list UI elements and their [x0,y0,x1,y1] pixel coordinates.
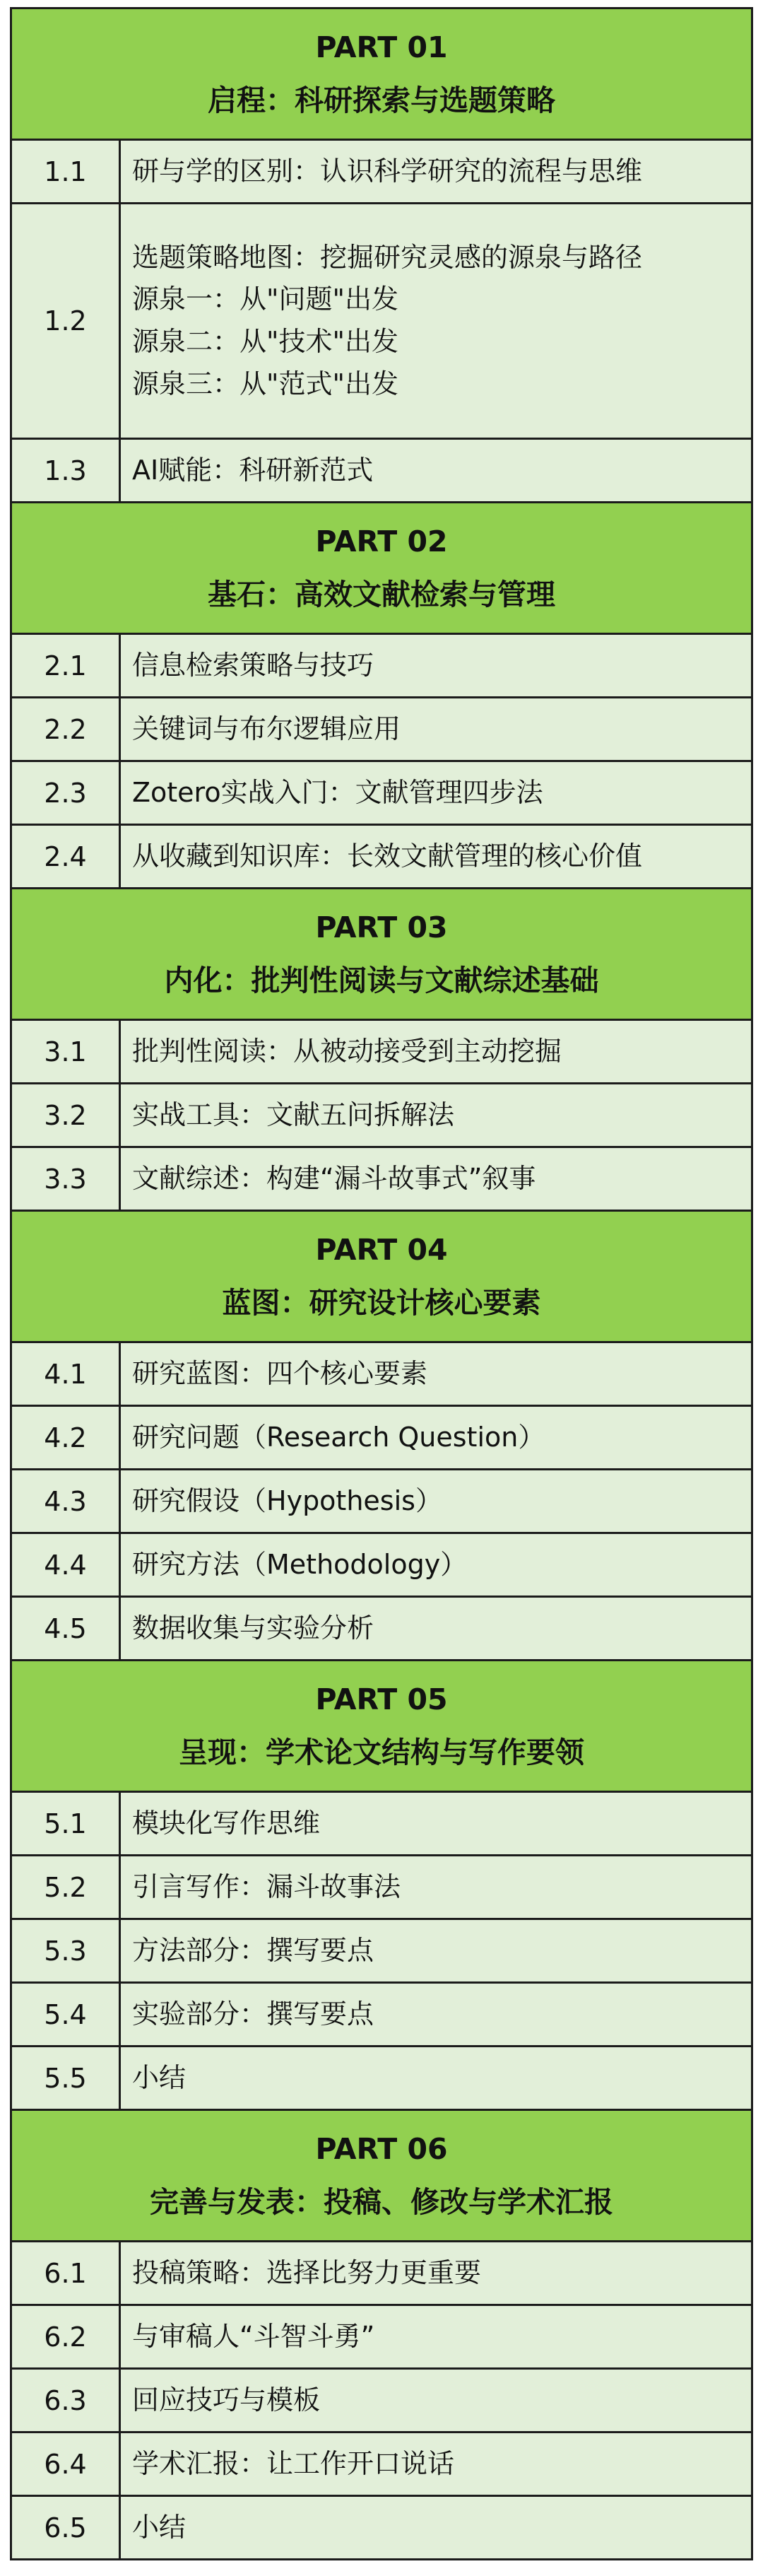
lesson-title-line: 批判性阅读：从被动接受到主动挖掘 [132,1035,562,1067]
lesson-number: 4.1 [11,1342,120,1406]
lesson-row [11,439,752,503]
part-title: 启程：科研探索与选题策略 [208,83,555,117]
part-header [11,8,752,140]
lesson-number: 3.1 [11,1020,120,1084]
lesson-row [11,1406,752,1470]
lesson-title-line: 研究蓝图：四个核心要素 [132,1357,428,1389]
part-header [11,1211,752,1342]
lesson-number: 3.3 [11,1147,120,1211]
lesson-row [11,2242,752,2305]
part-title: 呈现：学术论文结构与写作要领 [179,1735,584,1769]
lesson-title-line: 研究假设（Hypothesis） [132,1485,442,1516]
lesson-title-line: 源泉一：从"问题"出发 [132,283,398,315]
lesson-title-line: 数据收集与实验分析 [132,1612,374,1644]
lesson-number: 6.3 [11,2369,120,2432]
lesson-row [11,2305,752,2369]
lesson-title-line: 研与学的区别：认识科学研究的流程与思维 [132,155,643,187]
part-number: PART 04 [315,1232,448,1267]
lesson-title-line: AI赋能：科研新范式 [132,454,374,486]
lesson-row [11,2496,752,2560]
lesson-number: 6.2 [11,2305,120,2369]
lesson-title [120,2047,752,2110]
lesson-title [120,698,752,761]
lesson-title [120,1470,752,1533]
lesson-number: 6.5 [11,2496,120,2560]
lesson-title [120,439,752,503]
lesson-number: 4.4 [11,1533,120,1597]
lesson-title-line: 方法部分：撰写要点 [132,1934,374,1966]
lesson-number: 4.5 [11,1597,120,1661]
syllabus-body [11,8,752,2560]
lesson-number: 5.4 [11,1983,120,2047]
lesson-title [120,1919,752,1983]
lesson-title [120,1983,752,2047]
lesson-row [11,1470,752,1533]
lesson-title-line: 研究问题（Research Question） [132,1421,545,1453]
lesson-row [11,2047,752,2110]
lesson-row [11,1533,752,1597]
lesson-row [11,761,752,825]
lesson-number: 5.5 [11,2047,120,2110]
lesson-title [120,2496,752,2560]
lesson-title [120,1597,752,1661]
lesson-row [11,1597,752,1661]
part-header [11,1661,752,1792]
lesson-title [120,2432,752,2496]
lesson-title [120,1084,752,1147]
lesson-row [11,634,752,698]
lesson-number: 2.3 [11,761,120,825]
lesson-title [120,1856,752,1919]
part-header-row [11,889,752,1020]
lesson-number: 4.3 [11,1470,120,1533]
lesson-title-line: 引言写作：漏斗故事法 [132,1870,401,1902]
lesson-title [120,140,752,204]
part-header [11,2110,752,2242]
lesson-number: 2.1 [11,634,120,698]
lesson-number: 1.2 [11,204,120,439]
part-number: PART 06 [315,2131,448,2166]
lesson-row [11,204,752,439]
part-number: PART 03 [315,910,448,944]
lesson-title [120,204,752,439]
lesson-title-line: 实验部分：撰写要点 [132,1998,374,2030]
lesson-title-line: 小结 [132,2511,187,2543]
lesson-number: 2.2 [11,698,120,761]
lesson-title [120,1533,752,1597]
part-number: PART 01 [315,30,448,64]
lesson-row [11,1342,752,1406]
lesson-row [11,1020,752,1084]
part-title: 完善与发表：投稿、修改与学术汇报 [150,2184,613,2219]
lesson-title [120,1147,752,1211]
lesson-title-line: 选题策略地图：挖掘研究灵感的源泉与路径 [132,241,643,273]
lesson-title-line: 与审稿人“斗智斗勇” [132,2320,375,2352]
lesson-title [120,1406,752,1470]
lesson-title [120,2305,752,2369]
lesson-row [11,1919,752,1983]
part-number: PART 05 [315,1682,448,1716]
lesson-number: 5.1 [11,1792,120,1856]
lesson-title [120,1792,752,1856]
lesson-title-line: 小结 [132,2061,187,2093]
lesson-number: 4.2 [11,1406,120,1470]
lesson-row [11,2432,752,2496]
lesson-title-line: 实战工具：文献五问拆解法 [132,1099,455,1130]
lesson-title [120,1342,752,1406]
lesson-title-line: 源泉三：从"范式"出发 [132,368,398,399]
lesson-row [11,1792,752,1856]
lesson-row [11,2369,752,2432]
lesson-row [11,698,752,761]
part-header-row [11,1661,752,1792]
part-header-row [11,8,752,140]
lesson-title [120,761,752,825]
lesson-title-line: 关键词与布尔逻辑应用 [132,713,401,744]
lesson-title [120,825,752,889]
lesson-title-line: 源泉二：从"技术"出发 [132,326,398,357]
lesson-title [120,634,752,698]
lesson-number: 6.4 [11,2432,120,2496]
lesson-row [11,1856,752,1919]
part-title: 内化：批判性阅读与文献综述基础 [164,963,599,997]
lesson-title-line: Zotero实战入门：文献管理四步法 [132,776,543,808]
lesson-title-line: 从收藏到知识库：长效文献管理的核心价值 [132,840,643,872]
part-header-row [11,503,752,634]
lesson-row [11,1147,752,1211]
lesson-title [120,2369,752,2432]
lesson-title-line: 模块化写作思维 [132,1807,321,1839]
lesson-number: 2.4 [11,825,120,889]
lesson-row [11,1084,752,1147]
part-title: 基石：高效文献检索与管理 [208,577,555,611]
lesson-title-line: 学术汇报：让工作开口说话 [132,2447,455,2479]
lesson-title-line: 回应技巧与模板 [132,2384,321,2416]
lesson-row [11,140,752,204]
part-header [11,889,752,1020]
part-header-row [11,1211,752,1342]
lesson-number: 5.3 [11,1919,120,1983]
part-header [11,503,752,634]
lesson-title-line: 投稿策略：选择比努力更重要 [132,2256,482,2288]
part-title: 蓝图：研究设计核心要素 [222,1285,541,1320]
lesson-title-line: 文献综述：构建“漏斗故事式”叙事 [132,1162,536,1194]
lesson-number: 6.1 [11,2242,120,2305]
lesson-title-line: 研究方法（Methodology） [132,1548,468,1580]
lesson-title [120,1020,752,1084]
lesson-title-line: 信息检索策略与技巧 [132,649,374,681]
lesson-row [11,1983,752,2047]
part-number: PART 02 [315,524,448,558]
lesson-row [11,825,752,889]
lesson-title [120,2242,752,2305]
part-header-row [11,2110,752,2242]
lesson-number: 3.2 [11,1084,120,1147]
lesson-number: 1.3 [11,439,120,503]
syllabus-table [10,7,753,2560]
lesson-number: 1.1 [11,140,120,204]
lesson-number: 5.2 [11,1856,120,1919]
